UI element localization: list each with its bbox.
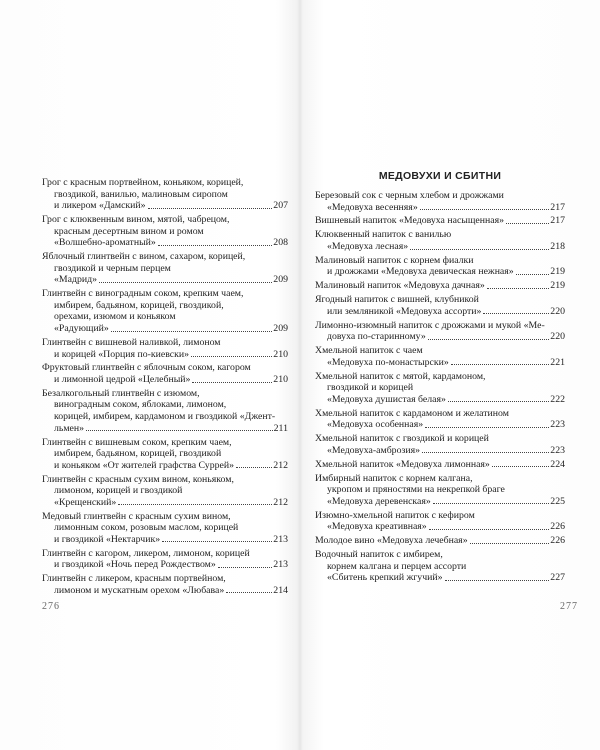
toc-page-number: 207 (273, 200, 288, 212)
toc-entry (315, 215, 565, 227)
toc-page-number: 218 (550, 240, 565, 252)
dot-leader (428, 339, 550, 340)
toc-entry-line: Лимонно-изюмный напиток с дрожжами и мукой «Ме- (315, 319, 545, 331)
toc-entry-text: Вишневый напиток «Медовуха насыщенная» (315, 215, 505, 227)
toc-entry-text: и дрожжами «Медовуха девическая нежная» (327, 266, 514, 278)
toc-page-number: 213 (273, 533, 288, 545)
toc-entry-last-line (42, 585, 288, 597)
toc-entry (315, 294, 565, 317)
toc-page-number: 213 (273, 559, 288, 571)
dot-leader (236, 467, 272, 468)
toc-entry-last-line (42, 497, 288, 509)
toc-entry-last-line (315, 445, 565, 457)
toc-page-number: 214 (273, 584, 288, 596)
toc-entry-text: «Медовуха душистая белая» (327, 393, 446, 405)
toc-entry (315, 549, 565, 584)
toc-entry (315, 345, 565, 368)
toc-entry (42, 288, 288, 334)
toc-entry-line: Грог с клюквенным вином, мятой, чабрецом, (42, 214, 230, 226)
toc-entry-line: красным десертным вином и ромом (54, 225, 204, 237)
toc-entry-text: «Медовуха весенняя» (327, 201, 418, 213)
toc-entry-line: виноградным соком, яблоками, лимоном, (54, 399, 227, 411)
toc-entry-text: лимоном и мускатным орехом «Любава» (54, 584, 225, 596)
toc-page-number: 226 (550, 535, 565, 547)
toc-entry-text: и гвоздикой «Ночь перед Рождеством» (54, 559, 216, 571)
toc-page-number: 212 (273, 496, 288, 508)
dot-leader (445, 580, 550, 581)
toc-entry-line: Медовый глинтвейн с красным сухим вином, (42, 510, 231, 522)
right-toc (315, 190, 565, 586)
toc-entry-line: Глинтвейн с вишневой наливкой, лимоном (42, 336, 221, 348)
toc-entry-last-line (315, 280, 565, 292)
toc-entry-line: лимонным соком, розовым маслом, корицей (54, 522, 239, 534)
toc-entry (315, 190, 565, 213)
dot-leader (86, 430, 273, 431)
toc-entry-line: Хмельной напиток с мятой, кардамоном, (315, 370, 486, 382)
toc-entry-line: корнем калгана и перцем ассорти (327, 560, 467, 572)
toc-entry-text: «Медовуха по-монастырски» (327, 356, 449, 368)
toc-entry-last-line (42, 323, 288, 335)
toc-entry-last-line (315, 241, 565, 253)
dot-leader (118, 504, 272, 505)
toc-entry-last-line (315, 572, 565, 584)
toc-entry-last-line (315, 331, 565, 343)
dot-leader (492, 466, 549, 467)
left-toc (42, 177, 288, 599)
dot-leader (191, 356, 272, 357)
toc-page-number: 224 (550, 458, 565, 470)
toc-entry (315, 255, 565, 278)
toc-entry (315, 320, 565, 343)
toc-page-number: 226 (550, 521, 565, 533)
toc-entry-text: «Медовуха особенная» (327, 419, 424, 431)
toc-entry-line: Клюквенный напиток с ванилью (315, 229, 452, 241)
right-page (300, 0, 600, 750)
toc-entry-line: орехами, изюмом и коньяком (54, 311, 176, 323)
toc-entry-line: Глинтвейн с кагором, ликером, лимоном, корицей (42, 547, 250, 559)
toc-entry-last-line (42, 423, 288, 435)
toc-entry-line: Водочный напиток с имбирем, (315, 549, 443, 561)
toc-entry-line: Грог с красным портвейном, коньяком, корицей, (42, 177, 244, 188)
toc-entry-text: Малиновый напиток «Медовуха дачная» (315, 280, 485, 292)
toc-page-number: 222 (550, 393, 565, 405)
toc-entry-line: Хмельной напиток с гвоздикой и корицей (315, 433, 489, 445)
toc-entry (42, 388, 288, 434)
toc-entry-line: Фруктовый глинтвейн с яблочным соком, кагором (42, 362, 251, 374)
toc-entry (42, 548, 288, 571)
toc-page-number: 217 (550, 215, 565, 227)
toc-entry-last-line (315, 496, 565, 508)
toc-entry-line: Имбирный напиток с корнем калгана, (315, 472, 473, 484)
toc-entry-last-line (42, 460, 288, 472)
toc-page-number: 221 (550, 356, 565, 368)
left-page-number: 276 (42, 601, 60, 612)
toc-entry-text: и коньяком «От жителей графства Суррей» (54, 459, 234, 471)
toc-page-number: 209 (273, 274, 288, 286)
toc-entry-text: «Сбитень крепкий жгучий» (327, 572, 443, 584)
toc-entry-line: Глинтвейн с вишневым соком, крепким чаем, (42, 436, 232, 448)
toc-entry-line: лимоном, корицей и гвоздикой (54, 485, 183, 497)
toc-entry-text: льмен» (54, 422, 85, 434)
toc-page-number: 217 (550, 201, 565, 213)
toc-entry (42, 511, 288, 546)
toc-entry-text: и корицей «Порция по-киевски» (54, 348, 190, 360)
dot-leader (433, 503, 550, 504)
dot-leader (516, 274, 550, 275)
dot-leader (192, 382, 272, 383)
toc-page-number: 223 (550, 419, 565, 431)
toc-entry-line: Глинтвейн с виноградным соком, крепким чаем, (42, 288, 244, 300)
toc-entry (42, 474, 288, 509)
toc-entry-last-line (315, 394, 565, 406)
toc-entry-last-line (315, 215, 565, 227)
dot-leader (99, 282, 272, 283)
toc-entry-last-line (42, 534, 288, 546)
toc-entry-last-line (42, 200, 288, 212)
toc-entry-last-line (315, 419, 565, 431)
dot-leader (162, 541, 272, 542)
toc-entry (315, 473, 565, 508)
toc-entry-line: Глинтвейн с ликером, красным портвейном, (42, 573, 226, 585)
dot-leader (148, 208, 273, 209)
toc-entry-last-line (315, 306, 565, 318)
toc-entry-text: Хмельной напиток «Медовуха лимонная» (315, 458, 490, 470)
toc-page-number: 219 (550, 266, 565, 278)
toc-entry (315, 510, 565, 533)
toc-entry-last-line (315, 202, 565, 214)
toc-entry (315, 371, 565, 406)
toc-entry-last-line (42, 349, 288, 361)
toc-entry-line: имбирем, бадьяном, корицей, гвоздикой, (54, 299, 224, 311)
toc-entry-text: довуха по-старинному» (327, 331, 426, 343)
dot-leader (226, 592, 272, 593)
dot-leader (470, 543, 550, 544)
toc-entry (315, 459, 565, 471)
toc-entry-line: гвоздикой и корицей (327, 382, 414, 394)
toc-entry-text: «Мадрид» (54, 274, 97, 286)
toc-entry-line: гвоздикой, ванилью, малиновым сиропом (54, 188, 228, 200)
toc-entry-text: и лимонной цедрой «Целебный» (54, 373, 191, 385)
dot-leader (425, 427, 549, 428)
toc-entry-text: «Медовуха-амброзия» (327, 444, 420, 456)
toc-entry-text: и гвоздикой «Нектарчик» (54, 533, 161, 545)
dot-leader (448, 401, 549, 402)
toc-entry-text: Молодое вино «Медовуха лечебная» (315, 535, 468, 547)
dot-leader (422, 452, 549, 453)
toc-page-number: 208 (273, 237, 288, 249)
dot-leader (158, 245, 272, 246)
toc-entry-line: корицей, имбирем, кардамоном и гвоздикой «Джент- (54, 411, 276, 423)
toc-entry-last-line (42, 237, 288, 249)
toc-entry-line: Глинтвейн с красным сухим вином, коньяком, (42, 473, 234, 485)
toc-entry-line: укропом и пряностями на некрепкой браге (327, 484, 505, 496)
section-title: МЕДОВУХИ И СБИТНИ (378, 170, 502, 182)
toc-entry-line: Безалкогольный глинтвейн с изюмом, (42, 387, 200, 399)
dot-leader (451, 364, 550, 365)
toc-entry-last-line (315, 535, 565, 547)
toc-page-number: 212 (273, 459, 288, 471)
dot-leader (218, 567, 273, 568)
toc-entry (42, 573, 288, 596)
dot-leader (420, 209, 550, 210)
toc-entry-line: Ягодный напиток с вишней, клубникой (315, 294, 479, 306)
toc-entry-last-line (42, 274, 288, 286)
toc-entry-line: Хмельной напиток с чаем (315, 345, 423, 357)
toc-entry (42, 177, 288, 212)
toc-entry-text: или земляникой «Медовуха ассорти» (327, 305, 482, 317)
toc-page-number: 219 (550, 280, 565, 292)
toc-page-number: 227 (550, 572, 565, 584)
toc-entry (315, 229, 565, 252)
toc-entry (315, 408, 565, 431)
toc-entry (42, 251, 288, 286)
toc-entry-text: «Медовуха креативная» (327, 521, 427, 533)
toc-page-number: 220 (550, 305, 565, 317)
toc-entry-last-line (315, 521, 565, 533)
dot-leader (429, 529, 550, 530)
dot-leader (410, 249, 549, 250)
toc-entry-text: «Медовуха лесная» (327, 240, 409, 252)
toc-page-number: 211 (273, 422, 288, 434)
toc-entry-last-line (315, 266, 565, 278)
toc-entry-line: Березовый сок с черным хлебом и дрожжами (315, 190, 504, 201)
toc-entry-line: Изюмно-хмельной напиток с кефиром (315, 509, 475, 521)
dot-leader (483, 313, 549, 314)
toc-entry-line: Яблочный глинтвейн с вином, сахаром, корицей, (42, 251, 246, 263)
toc-entry-line: Малиновый напиток с корнем фиалки (315, 254, 474, 266)
toc-entry-last-line (315, 357, 565, 369)
toc-page-number: 223 (550, 444, 565, 456)
toc-entry (42, 362, 288, 385)
toc-entry-last-line (42, 559, 288, 571)
right-page-number: 277 (560, 601, 578, 612)
toc-entry-line: имбирем, бадьяном, корицей, гвоздикой (54, 448, 222, 460)
dot-leader (111, 331, 272, 332)
toc-entry (42, 337, 288, 360)
toc-page-number: 210 (273, 373, 288, 385)
toc-entry-text: «Медовуха деревенская» (327, 495, 431, 507)
toc-entry-line: гвоздикой и черным перцем (54, 262, 171, 274)
toc-entry (42, 437, 288, 472)
toc-page-number: 209 (273, 323, 288, 335)
toc-entry (315, 433, 565, 456)
toc-entry (315, 535, 565, 547)
toc-entry (42, 214, 288, 249)
toc-page-number: 210 (273, 348, 288, 360)
dot-leader (506, 223, 549, 224)
toc-entry-text: «Крещенский» (54, 496, 117, 508)
dot-leader (487, 288, 550, 289)
toc-entry-last-line (42, 374, 288, 386)
toc-entry-last-line (315, 459, 565, 471)
toc-entry-text: «Радующий» (54, 323, 109, 335)
toc-entry-text: и ликером «Дамский» (54, 200, 146, 212)
toc-entry-text: «Волшебно-ароматный» (54, 237, 156, 249)
toc-entry-line: Хмельной напиток с кардамоном и желатином (315, 407, 509, 419)
toc-page-number: 220 (550, 331, 565, 343)
toc-page-number: 225 (550, 495, 565, 507)
toc-entry (315, 280, 565, 292)
